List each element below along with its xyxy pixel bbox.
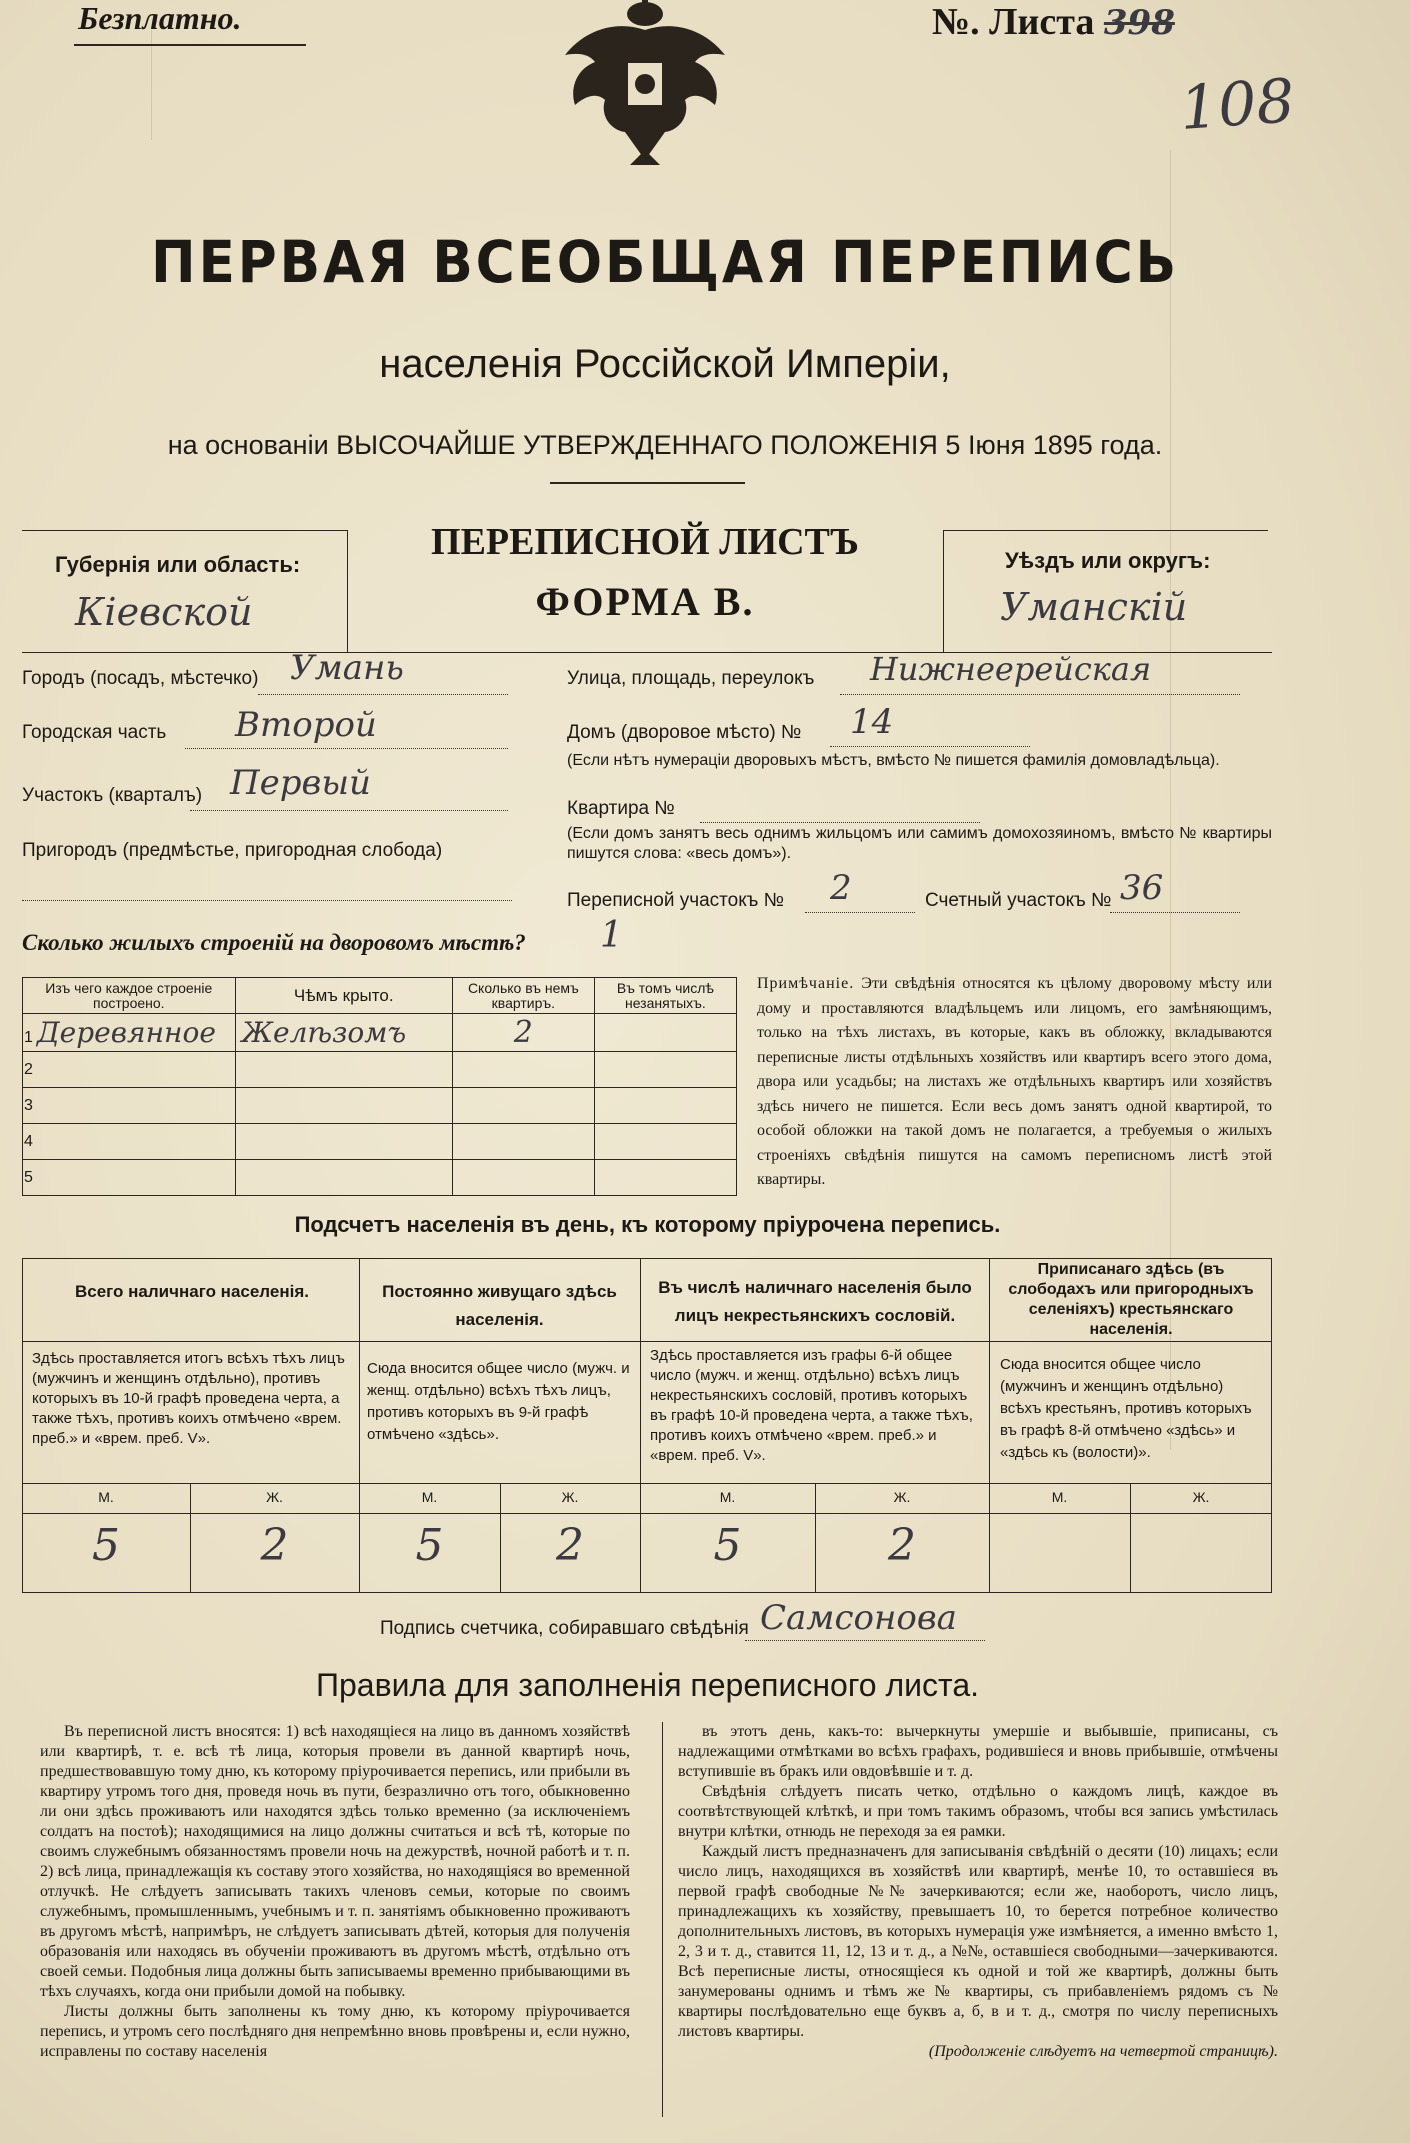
buildings-header-apartments: Сколько въ немъ квартиръ. — [452, 978, 594, 1014]
count-desc-total: Здѣсь проставляется итогъ всѣхъ тѣхъ лицъ (мужчинъ и женщинъ отдѣльно), противъ которыхъ въ 10-й графѣ проведена черта, а также тѣхъ, противъ коихъ отмѣчено «врем. преб.» и «врем. преб. V». — [32, 1350, 345, 1447]
buildings-row: 4 — [23, 1124, 737, 1160]
count-table — [22, 1258, 1272, 1593]
rules-left-column — [40, 1722, 630, 2062]
free-label: Безплатно. — [78, 0, 242, 36]
house-value: 14 — [850, 702, 894, 742]
count-nonpeasant-female: 2 — [888, 1520, 916, 1571]
buildings-note: Примѣчаніе. Эти свѣдѣнія относятся къ цѣлому дворовому мѣсту или дому и проставляются владѣльцемъ или лицомъ, его замѣняющимъ, только на тѣхъ листахъ, въ которые, какъ въ обложку, вкладываются переписные листы отдѣльныхъ хозяйствъ или квартиръ всего этого дома, двора или усадьбы; на листахъ же отдѣльныхъ квартиръ или хозяйствъ здѣсь ничего не пишется. Если весь домъ занятъ одной квартирой, то особой обложки на такой домъ не полагается, а требуемыя о жилыхъ строеніяхъ свѣдѣнія пишутся на самомъ переписномъ листѣ этой квартиры. — [757, 975, 1273, 1188]
apartment-label: Квартира № — [567, 798, 675, 819]
buildings-question: Сколько жилыхъ строеній на дворовомъ мѣстѣ? — [22, 930, 526, 955]
counting-section-label: Счетный участокъ № — [925, 890, 1112, 911]
buildings-answer: 1 — [600, 915, 623, 956]
count-desc-peasant: Сюда вносится общее число (мужчинъ и женщинъ отдѣльно) всѣхъ крестьянъ, противъ которыхъ въ графѣ 8-й отмѣчено «здѣсь» и «здѣсь къ (волости)». — [1000, 1356, 1252, 1461]
city-part-value: Второй — [235, 705, 377, 745]
buildings-row: 1 Деревянное Желѣзомъ 2 — [23, 1014, 737, 1052]
rules-paragraph: Свѣдѣнія слѣдуетъ писать четко, отдѣльно о каждомъ лицѣ, каждое въ соотвѣтствующей клѣткѣ, и при томъ такимъ образомъ, чтобы вся запись умѣстилась внутри клѣтки, отнюдь не переходя за ея рамки. — [678, 1783, 1278, 1840]
sheet-number-label: №. Листа 398 — [932, 1, 1175, 43]
province-value: Кіевской — [75, 590, 253, 634]
street-value: Нижнеерейская — [870, 650, 1152, 688]
buildings-row: 5 — [23, 1160, 737, 1196]
city-part-label: Городская часть — [22, 722, 167, 743]
house-note: (Если нѣтъ нумераціи дворовыхъ мѣстъ, вмѣсто № пишется фамилія домовладѣльца). — [567, 752, 1220, 769]
sheet-title: ПЕРЕПИСНОЙ ЛИСТЪ — [431, 521, 859, 563]
page-title: ПЕРВАЯ ВСЕОБЩАЯ ПЕРЕПИСЬ — [151, 228, 1179, 296]
rules-paragraph: Листы должны быть заполнены къ тому дню, къ которому пріурочивается перепись, и утромъ сего послѣдняго дня непремѣнно вновь провѣрены и, если нужно, исправлены по составу населенія — [40, 2003, 630, 2060]
street-label: Улица, площадь, переулокъ — [567, 668, 815, 689]
precinct-value: Первый — [230, 763, 371, 803]
male-column-label: М. — [421, 1489, 438, 1505]
rules-continuation: (Продолженіе слѣдуетъ на четвертой страницѣ). — [928, 2043, 1278, 2060]
rules-paragraph: Въ переписной листъ вносятся: 1) всѣ находящіеся на лицо въ данномъ хозяйствѣ или квартирѣ, т. е. всѣ тѣ лица, которыя провели въ данной квартирѣ ночь, предшествовавшую тому дню, къ которому пріурочивается перепись, или прибыли въ квартиру утромъ того дня, проведя ночь въ пути, безразлично отъ того, обыкновенно ли они здѣсь проживаютъ или находятся здѣсь только временно (за исключеніемъ солдатъ на постоѣ); находящимися на лицо должны считаться и всѣ тѣ, которые по своимъ служебнымъ обязанностямъ провели ночь на дежурствѣ, ночной работѣ и т. п. 2) всѣ лица, принадлежащія къ составу этого хозяйства, но находящіяся во временной отлучкѣ. Не слѣдуетъ записывать такихъ членовъ семьи, которые по своимъ служебнымъ, промышленнымъ, учебнымъ и т. п. занятіямъ обыкновенно проживаютъ въ другомъ мѣстѣ, напримѣръ, не слѣдуетъ записывать дѣтей, которыя для полученія образованія или находясь въ обученіи проживаютъ въ другомъ мѣстѣ, отдѣльно отъ своей семьи. Подобныя лица должны быть записываемы временно прибывающими въ тѣхъ случаяхъ, когда они прибыли домой на побывку. — [40, 1723, 630, 2000]
building-apartments: 2 — [452, 1014, 594, 1052]
census-section-value: 2 — [830, 868, 852, 908]
rules-right-column — [678, 1722, 1278, 2062]
page-subtitle: населенія Россійской Имперіи, — [379, 342, 951, 386]
female-column-label: Ж. — [266, 1489, 283, 1505]
count-permanent-female: 2 — [556, 1520, 584, 1571]
count-total-female: 2 — [260, 1520, 289, 1571]
buildings-header-roof: Чѣмъ крыто. — [235, 978, 452, 1014]
legal-basis: на основаніи ВЫСОЧАЙШЕ УТВЕРЖДЕННАГО ПОЛОЖЕНІЯ 5 Іюня 1895 года. — [167, 430, 1163, 460]
count-permanent-male: 5 — [415, 1520, 444, 1571]
male-column-label: М. — [98, 1489, 114, 1505]
count-header-nonpeasant: Въ числѣ наличнаго населенія было лицъ некрестьянскихъ сословій. — [658, 1278, 972, 1325]
count-desc-nonpeasant: Здѣсь проставляется изъ графы 6-й общее число (мужч. и женщ. отдѣльно) всѣхъ лицъ некрестьянскихъ сословій, противъ которыхъ въ графѣ 10-й проведена черта, а также тѣхъ, противъ коихъ отмѣчено «врем. преб.» и «врем. преб. V». — [650, 1347, 973, 1464]
form-label: ФОРМА В. — [535, 579, 755, 624]
apartment-note: (Если домъ занятъ весь однимъ жильцомъ или самимъ домохозяиномъ, вмѣсто № квартиры пишутся слова: «весь домъ»). — [567, 825, 1272, 862]
district-value: Уманскій — [1000, 585, 1188, 629]
double-headed-eagle-icon — [545, 0, 745, 175]
bleed-through-left — [2, 30, 152, 140]
rules-title: Правила для заполненія переписного листа. — [316, 1667, 979, 1703]
house-label: Домъ (дворовое мѣсто) № — [567, 722, 802, 743]
rules-paragraph: Каждый листъ предназначенъ для записыванія свѣдѣній о десяти (10) лицахъ; если число лицъ, находящихся въ хозяйствѣ или квартирѣ, менѣе 10, то оставшіеся въ первой графѣ свободные №№ зачеркиваются; если же, наоборотъ, число лицъ, принадлежащихъ къ хозяйству, превышаетъ 10, то берется потребное количество дополнительныхъ листовъ, въ которыхъ нумерація уже измѣняется, а именно вмѣсто 1, 2, 3 и т. д., ставится 11, 12, 13 и т. д., а №№, оставшіеся свободными—зачеркиваются. Всѣ переписные листы, относящіеся къ одной и той же квартирѣ, должны быть занумерованы однимъ и тѣмъ же № квартиры, съ прибавленіемъ рядомъ съ № квартиры послѣдовательно еще буквъ а, б, в и т. д., смотря по числу переписныхъ листовъ квартиры. — [678, 1843, 1278, 2040]
suburb-label: Пригородъ (предмѣстье, пригородная слобода) — [22, 840, 443, 861]
female-column-label: Ж. — [893, 1489, 911, 1505]
count-desc-permanent: Сюда вносится общее число (мужч. и женщ. отдѣльно) всѣхъ тѣхъ лицъ, противъ которыхъ въ 9-й графѣ отмѣчено «здѣсь». — [367, 1360, 630, 1443]
building-material: Деревянное — [36, 1016, 216, 1049]
count-total-male: 5 — [92, 1520, 120, 1571]
count-header-peasant: Приписанаго здѣсь (въ слободахъ или пригородныхъ селеніяхъ) крестьянскаго населенія. — [1008, 1261, 1254, 1338]
count-header-total: Всего наличнаго населенія. — [75, 1282, 309, 1301]
building-roof: Желѣзомъ — [235, 1014, 452, 1052]
enumerator-signature: Самсонова — [760, 1598, 957, 1638]
city-value: Умань — [290, 648, 404, 688]
census-section-label: Переписной участокъ № — [567, 890, 785, 911]
province-label: Губернія или область: — [55, 552, 301, 577]
buildings-header-vacant: Въ томъ числѣ незанятыхъ. — [594, 978, 736, 1014]
female-column-label: Ж. — [561, 1489, 579, 1505]
buildings-row: 3 — [23, 1088, 737, 1124]
male-column-label: М. — [719, 1489, 736, 1505]
buildings-row: 2 — [23, 1052, 737, 1088]
building-vacant — [594, 1014, 736, 1052]
buildings-header-material: Изъ чего каждое строеніе построено. — [23, 978, 236, 1014]
count-title: Подсчетъ населенія въ день, къ которому пріурочена перепись. — [294, 1212, 1001, 1237]
count-nonpeasant-male: 5 — [713, 1520, 742, 1571]
city-label: Городъ (посадъ, мѣстечко) — [22, 668, 259, 689]
male-column-label: М. — [1051, 1489, 1068, 1505]
buildings-table — [22, 977, 737, 1196]
handwritten-sheet-number: 108 — [1177, 66, 1297, 144]
precinct-label: Участокъ (кварталъ) — [22, 785, 203, 806]
counting-section-value: 36 — [1120, 868, 1164, 908]
signature-label: Подпись счетчика, собиравшаго свѣдѣнія — [380, 1618, 749, 1639]
rules-paragraph: въ этотъ день, какъ-то: вычеркнуты умершіе и выбывшіе, приписаны, съ надлежащими отмѣтками во всѣхъ графахъ, родившіеся и вновь прибывшіе, отмѣчены вступившіе въ бракъ или овдовѣвшіе и т. д. — [678, 1723, 1278, 1780]
district-label: Уѣздъ или округъ: — [1005, 548, 1211, 573]
count-header-permanent: Постоянно живущаго здѣсь населенія. — [382, 1282, 617, 1329]
female-column-label: Ж. — [1192, 1489, 1210, 1505]
struck-sheet-number: 398 — [1103, 3, 1175, 43]
